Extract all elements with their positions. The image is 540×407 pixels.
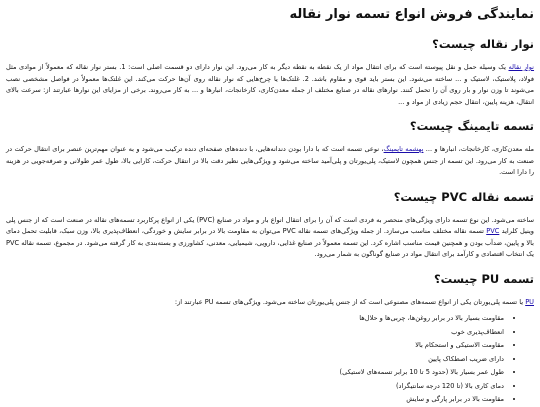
text-timing-belt: ، نوعی تسمه است که با دارا بودن دندانه‌هایی، با دنده‌های صفحه‌ای دنده ترکیب می‌شود و به عنوان مهم‌ترین عنصر برای انتقال حرکت در صنعت به کار می‌رود. این تسمه از جنس همچون لاستیک، پلی‌یورتان و پلی‌آمید ساخته می‌شود و ویژگی‌هایی نظیر دقت بالا در انتقال حرکت، کارایی بالا، طول عمر طولانی و صرفه‌جویی در هزینه را دارا است. (6, 145, 534, 176)
list-item: • مقاومت بسیار بالا در برابر روغن‌ها، چربی‌ها و حلال‌ها (6, 312, 504, 326)
list-item: • انعطاف‌پذیری خوب (6, 326, 504, 340)
pu-features-list (6, 312, 516, 407)
paragraph-pvc-belt (6, 215, 534, 261)
heading-timing-belt: تسمه تایمینگ چیست؟ (409, 119, 534, 133)
page-title: نمایندگی فروش انواع تسمه نوار نقاله (289, 7, 534, 22)
heading-pu-belt: تسمه PU چیست؟ (433, 271, 534, 286)
list-item: • طول عمر بسیار بالا (حدود 5 تا 10 برابر تسمه‌های لاستیکی) (6, 366, 504, 380)
text-pvc-before: ساخته می‌شود. این نوع تسمه دارای ویژگی‌های منحصر به فردی است که آن را برای انتقال انواع بار و مواد در صنایع (PVC) یکی از انواع پرکاربرد تسمه‌های نقاله در صنعت است که از جنس پلی وینیل کلراید (6, 215, 534, 235)
list-item: • دارای ضریب اصطکاک پایین (6, 353, 504, 367)
link-pu[interactable]: PU (525, 297, 534, 306)
paragraph-timing-belt (6, 144, 534, 179)
text-pu-belt: یا تسمه پلی‌یورتان یکی از انواع تسمه‌های مصنوعی است که از جنس پلی‌یورتان ساخته می‌شود. ویژگی‌های تسمه PU عبارتند از: (174, 297, 526, 306)
link-pvc[interactable]: PVC (486, 227, 500, 235)
text-conveyor: یک وسیله حمل و نقل پیوسته است که برای انتقال مواد از یک نقطه به نقطه دیگر به کار می‌رود. این نوار دارای دو قسمت اصلی است: 1. بستر نوار نقاله که معمولاً از موادی مثل فولاد، پلاستیک، لاستیک و ... ساخته می‌شود. این بستر باید قوی و مقاوم باشد. 2. غلتک‌ها یا چرخ‌هایی که نوار نقاله روی آن‌ها حرکت می‌کند. این غلتک‌ها معمولاً در فواصل مشخصی نصب می‌شوند تا وزن نوار و بار روی آن را تحمل کنند. نوارهای نقاله در صنایع مختلف از جمله معدن‌کاری، کارخانجات، انبارها و ... به کار می‌روند. برخی از مزایای این نوارها عبارتند از: سرعت بالای انتقال، هزینه پایین، انتقال حجم زیادی از مواد و ... (6, 63, 534, 106)
link-timing-belt[interactable]: بهشمه تایمینگ (383, 145, 424, 153)
paragraph-pu-belt (6, 297, 534, 309)
list-item: • دمای کاری بالا (تا 120 درجه سانتیگراد) (6, 380, 504, 394)
paragraph-conveyor (6, 62, 534, 108)
heading-conveyor: نوار نقاله چیست؟ (432, 37, 534, 51)
heading-pvc-belt: تسمه نقاله PVC چیست؟ (393, 189, 534, 204)
list-item: • مقاومت الاستیکی و استحکام بالا (6, 339, 504, 353)
text-pvc-belt: تسمه نقاله مختلف مناسب می‌سازد. از جمله ویژگی‌های تسمه نقاله PVC می‌توان به مقاومت بالا در برابر سایش و خوردگی، انعطاف‌پذیری بالا، وزن سبک، قابلیت تحمل دمای بالا و پایین، ضدآب بودن و همچنین قیمت مناسب اشاره کرد. این تسمه معمولاً در صنایع غذایی، دارویی، شیمیایی، معدنی، کشاورزی و بسته‌بندی به کار گرفته می‌شود. در مجموع، تسمه نقاله PVC یک انتخاب اقتصادی و کارآمد برای انتقال مواد در صنایع گوناگون به شمار می‌رود. (6, 227, 534, 258)
text-timing-before: مله معدن‌کاری، کارخانجات، انبارها و ... (423, 145, 535, 153)
link-conveyor[interactable]: نوار نقاله (508, 63, 535, 71)
list-item: • مقاومت بالا در برابر پارگی و سایش (6, 393, 504, 407)
